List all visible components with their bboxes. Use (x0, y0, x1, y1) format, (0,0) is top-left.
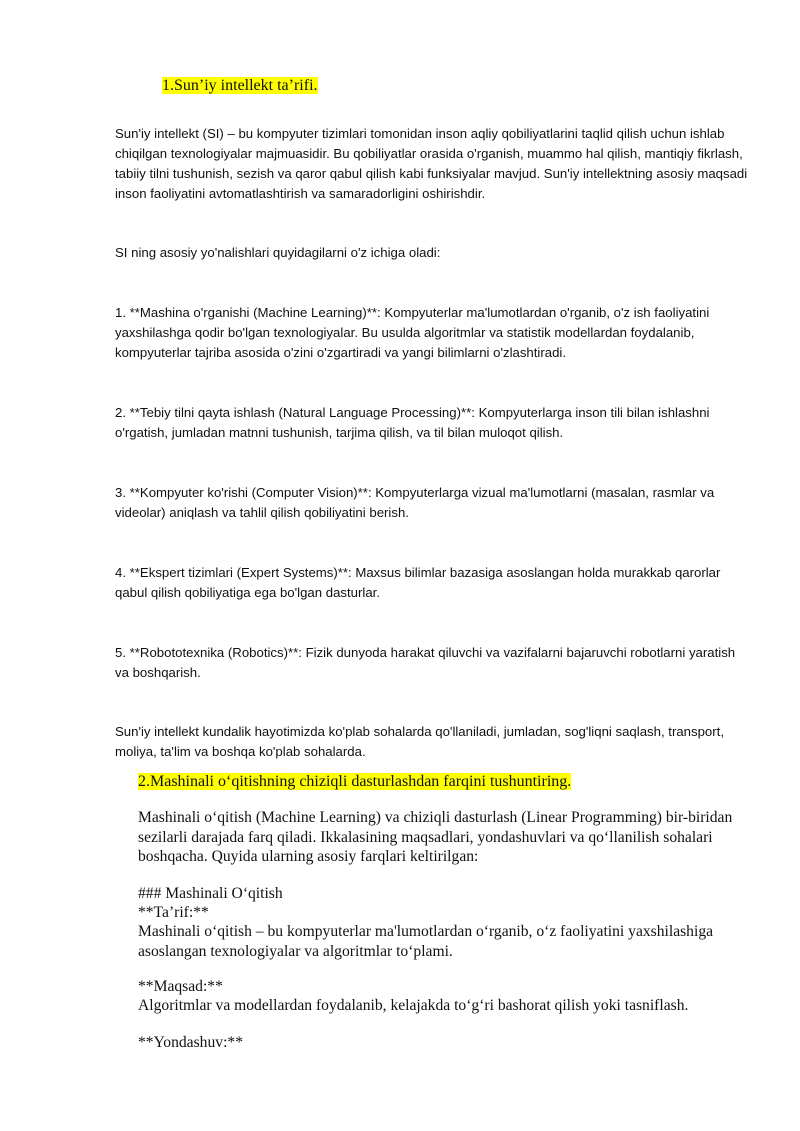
list-item: 2. **Tebiy tilni qayta ishlash (Natural Language Processing)**: Kompyuterlarga inson tili bilan ishlashni o'rgatish, jumladan matnni tushunish, tarjima qilish, va til bilan muloqot qilish. (115, 405, 710, 440)
section1-usage-paragraph: Sun'iy intellekt kundalik hayotimizda ko'plab sohalarda qo'llaniladi, jumladan, sog'liqni saqlash, transport, moliya, ta'lim va boshqa ko'plab sohalarda. (115, 724, 724, 759)
list-item: 3. **Kompyuter ko'rishi (Computer Vision)**: Kompyuterlarga vizual ma'lumotlarni (masalan, rasmlar va videolar) aniqlash va tahlil qilish qobiliyatini berish. (115, 485, 715, 520)
tarif-text: Mashinali o‘qitish – bu kompyuterlar ma'lumotlardan o‘rganib, o‘z faoliyatini yaxshilashiga asoslangan texnologiyalar va algoritmlar to‘plami. (138, 923, 714, 960)
section2-subheading: ### Mashinali O‘qitish (138, 885, 283, 902)
maqsad-text: Algoritmlar va modellardan foydalanib, kelajakda to‘g‘ri bashorat qilish yoki tasniflash. (138, 997, 689, 1014)
section1-heading-text: 1.Sun’iy intellekt ta’rifi. (162, 77, 318, 94)
section2-heading-text: 2.Mashinali o‘qitishning chiziqli dasturlashdan farqini tushuntiring. (138, 773, 572, 790)
list-item: 1. **Mashina o'rganishi (Machine Learning)**: Kompyuterlar ma'lumotlardan o'rganib, o'z ish faoliyatini yaxshilashga qodir bo'lgan texnologiyalar. Bu usulda algoritmlar va statistik modellardan foydalanib, kompyuterlar tajriba asosida o'zini o'zgartiradi va yangi bilimlarni o'zlashtiradi. (115, 305, 710, 360)
maqsad-label: **Maqsad:** (138, 978, 223, 995)
tarif-label: **Ta’rif:** (138, 904, 209, 921)
yondashuv-label: **Yondashuv:** (138, 1034, 243, 1051)
section1-heading (162, 75, 318, 97)
section1-areas-intro: SI ning asosiy yo'nalishlari quyidagilarni o'z ichiga oladi: (115, 245, 441, 260)
list-item: 4. **Ekspert tizimlari (Expert Systems)**: Maxsus bilimlar bazasiga asoslangan holda murakkab qarorlar qabul qilish qobiliyatiga ega bo'lgan dasturlar. (115, 565, 721, 600)
list-item: 5. **Robototexnika (Robotics)**: Fizik dunyoda harakat qiluvchi va vazifalarni bajaruvchi robotlarni yaratish va boshqarish. (115, 645, 736, 680)
section1-intro-paragraph: Sun'iy intellekt (SI) – bu kompyuter tizimlari tomonidan inson aqliy qobiliyatlarini taqlid qilish uchun ishlab chiqilgan texnologiyalar majmuasidir. Bu qobiliyatlar orasida o'rganish, muammo hal qilish, mantiqiy fikrlash, tabiiy tilni tushunish, sezish va qaror qabul qilish kabi funksiyalar mavjud. Sun'iy intellektning asosiy maqsadi inson faoliyatini avtomatlashtirish va samaradorligini oshirishdir. (115, 126, 748, 201)
section2-intro-paragraph: Mashinali o‘qitish (Machine Learning) va chiziqli dasturlash (Linear Programming) bir-biridan sezilarli darajada farq qiladi. Ikkalasining maqsadlari, yondashuvlari va qo‘llanilish sohalari boshqacha. Quyida ularning asosiy farqlari keltirilgan: (138, 809, 733, 865)
section2-heading (138, 771, 571, 793)
